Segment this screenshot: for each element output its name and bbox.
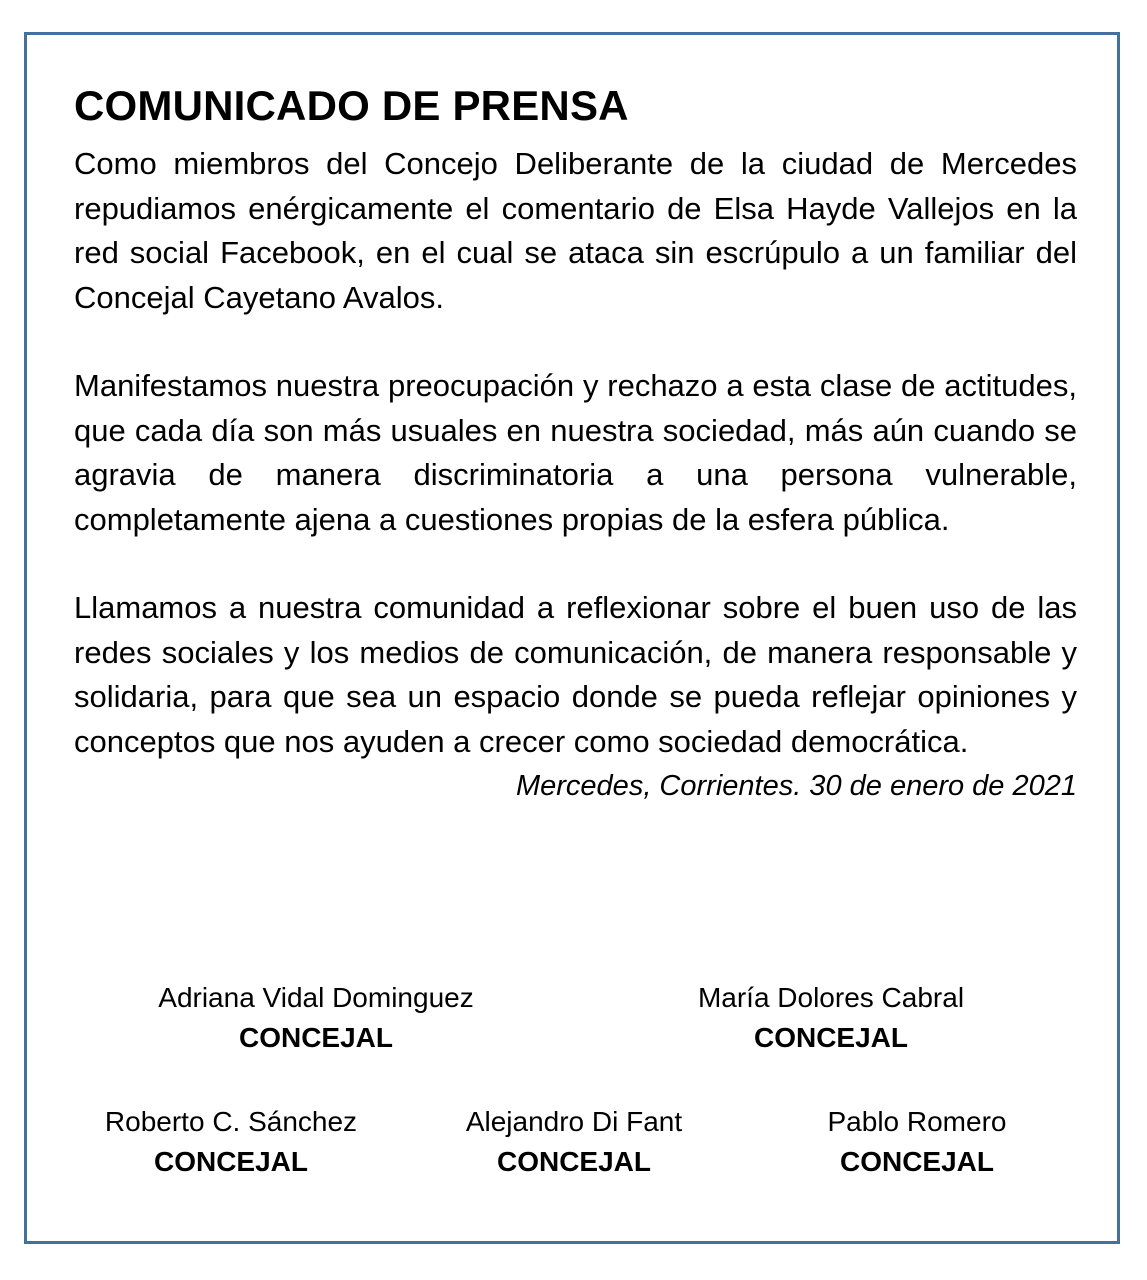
signatory-role: CONCEJAL (238, 1022, 393, 1053)
signature-block-1 (136, 978, 496, 1058)
signatory-role: CONCEJAL (753, 1022, 908, 1053)
paragraph-3: Llamamos a nuestra comunidad a reflexionar sobre el buen uso de las redes sociales y los medios de comunicación, de manera responsable y solidaria, para que sea un espacio donde se pueda reflejar opiniones y conceptos que nos ayuden a crecer como sociedad democrática. (74, 590, 1077, 759)
signatory-name: María Dolores Cabral (697, 982, 965, 1013)
signatory-name: Roberto C. Sánchez (104, 1106, 358, 1137)
page-title: COMUNICADO DE PRENSA (74, 82, 629, 129)
signatory-name: Alejandro Di Fant (465, 1106, 683, 1137)
paragraph-2: Manifestamos nuestra preocupación y rechazo a esta clase de actitudes, que cada día son más usuales en nuestra sociedad, más aún cuando se agravia de manera discriminatoria a una persona vulnerable, completamente ajena a cuestiones propias de la esfera pública. (74, 368, 1077, 537)
signature-block-4 (434, 1102, 714, 1182)
signature-block-2 (666, 978, 996, 1058)
signatory-name: Pablo Romero (827, 1106, 1007, 1137)
signatory-role: CONCEJAL (496, 1146, 651, 1177)
signatory-name: Adriana Vidal Dominguez (158, 982, 474, 1013)
signature-block-3 (86, 1102, 376, 1182)
signatory-role: CONCEJAL (153, 1146, 308, 1177)
signatory-role: CONCEJAL (839, 1146, 994, 1177)
document-body (74, 78, 1077, 808)
dateline: Mercedes, Corrientes. 30 de enero de 2021 (515, 770, 1077, 802)
signature-block-5 (792, 1102, 1042, 1182)
paragraph-1: Como miembros del Concejo Deliberante de la ciudad de Mercedes repudiamos enérgicamente el comentario de Elsa Hayde Vallejos en la red social Facebook, en el cual se ataca sin escrúpulo a un familiar del Concejal Cayetano Avalos. (74, 146, 1077, 315)
